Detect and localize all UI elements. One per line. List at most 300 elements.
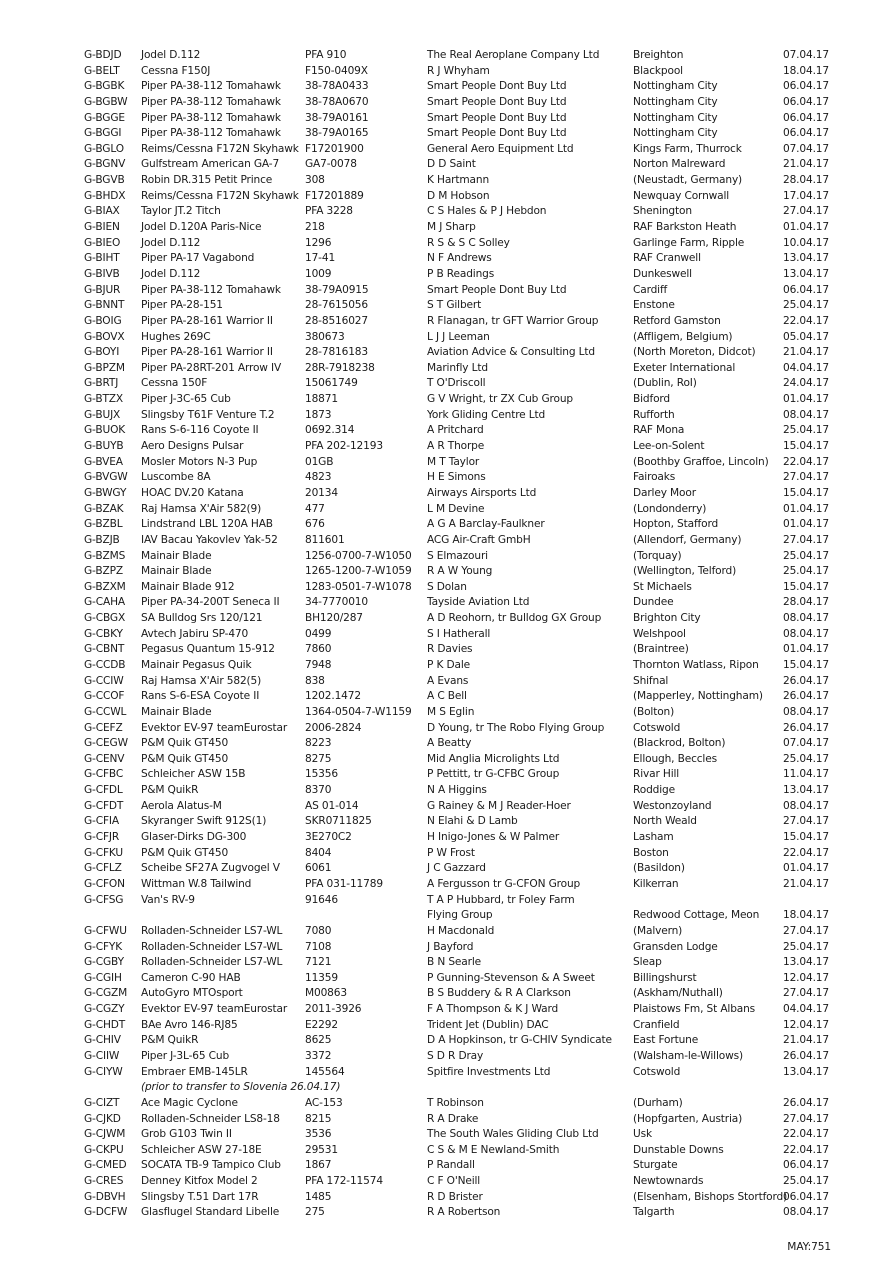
registration-cell: G-BIHT — [84, 252, 120, 265]
location-cell: Thornton Watlass, Ripon — [633, 658, 759, 671]
location-cell: (Affligem, Belgium) — [633, 330, 733, 343]
owner-cell: P Gunning-Stevenson & A Sweet — [427, 971, 595, 984]
owner-cell: B S Buddery & R A Clarkson — [427, 987, 571, 1000]
aircraft-type-cell: Glaser-Dirks DG-300 — [141, 831, 247, 844]
owner-cell: R S & S C Solley — [427, 236, 510, 249]
serial-number-cell: 01GB — [305, 455, 334, 468]
aircraft-type-cell: P&M Quik GT450 — [141, 752, 229, 765]
date-cell: 07.04.17 — [783, 142, 829, 155]
serial-number-cell: PFA 910 — [305, 49, 347, 61]
owner-cell: T A P Hubbard, tr Foley Farm — [427, 893, 575, 906]
date-cell: 06.04.17 — [783, 1190, 829, 1203]
location-cell: Cotswold — [633, 721, 681, 734]
table-row — [84, 517, 844, 533]
table-row — [84, 893, 844, 909]
table-row — [84, 1002, 844, 1018]
date-cell: 26.04.17 — [783, 674, 829, 687]
table-row — [84, 642, 844, 658]
date-cell: 04.04.17 — [783, 361, 829, 374]
registration-cell: G-CGBY — [84, 956, 124, 969]
date-cell: 25.04.17 — [783, 299, 829, 312]
location-cell: (Hopfgarten, Austria) — [633, 1112, 743, 1125]
aircraft-type-cell: Rans S-6-116 Coyote II — [141, 424, 259, 437]
location-cell: Bidford — [633, 393, 670, 406]
table-row — [84, 549, 844, 565]
owner-cell: The South Wales Gliding Club Ltd — [427, 1128, 599, 1141]
location-cell: Shenington — [633, 205, 692, 218]
location-cell: Nottingham City — [633, 95, 718, 108]
table-row — [84, 736, 844, 752]
date-cell: 21.04.17 — [783, 1034, 829, 1047]
location-cell: (Wellington, Telford) — [633, 565, 737, 578]
registration-cell: G-CCIW — [84, 674, 124, 687]
serial-number-cell: 380673 — [305, 330, 345, 343]
location-cell: (Braintree) — [633, 643, 689, 656]
serial-number-cell: M00863 — [305, 987, 347, 1000]
location-cell: Newtownards — [633, 1175, 704, 1188]
owner-cell: D D Saint — [427, 158, 476, 171]
owner-cell: General Aero Equipment Ltd — [427, 142, 574, 155]
serial-number-cell: 4823 — [305, 471, 332, 484]
table-row — [84, 533, 844, 549]
owner-cell: Smart People Dont Buy Ltd — [427, 95, 567, 108]
serial-number-cell: 1364-0504-7-W1159 — [305, 705, 412, 718]
aircraft-type-cell: Cameron C-90 HAB — [141, 971, 241, 984]
registration-cell: G-DCFW — [84, 1206, 128, 1219]
serial-number-cell: 3372 — [305, 1050, 332, 1062]
aircraft-type-cell: Slingsby T.51 Dart 17R — [141, 1190, 259, 1203]
owner-cell: R A Drake — [427, 1112, 479, 1125]
table-row — [84, 126, 844, 142]
registration-cell: G-BUJX — [84, 408, 121, 421]
registration-cell: G-BZBL — [84, 518, 123, 531]
registration-cell: G-BUOK — [84, 424, 126, 437]
location-cell: Dundee — [633, 596, 674, 609]
serial-number-cell: 38-79A0915 — [305, 283, 369, 296]
owner-cell: Smart People Dont Buy Ltd — [427, 80, 567, 93]
aircraft-type-cell: Wittman W.8 Tailwind — [141, 877, 252, 890]
date-cell: 06.04.17 — [783, 283, 829, 296]
registration-cell: G-BPZM — [84, 361, 125, 374]
location-cell: Dunstable Downs — [633, 1143, 724, 1156]
aircraft-type-cell: Piper PA-28-161 Warrior II — [141, 314, 273, 327]
registration-cell: G-BGBW — [84, 95, 128, 108]
table-row — [84, 940, 844, 956]
row-note: (prior to transfer to Slovenia 26.04.17) — [141, 1081, 341, 1094]
aircraft-type-cell: Piper J-3C-65 Cub — [141, 393, 231, 406]
aircraft-type-cell: Skyranger Swift 912S(1) — [141, 815, 267, 828]
registration-cell: G-CFLZ — [84, 862, 122, 875]
serial-number-cell: 1296 — [305, 236, 332, 249]
owner-cell: P W Frost — [427, 846, 475, 859]
location-cell: Usk — [633, 1128, 652, 1141]
serial-number-cell: E2292 — [305, 1018, 338, 1031]
serial-number-cell: PFA 031-11789 — [305, 877, 383, 890]
registration-cell: G-BHDX — [84, 189, 126, 202]
date-cell: 22.04.17 — [783, 1128, 829, 1141]
serial-number-cell: 8215 — [305, 1112, 332, 1125]
owner-cell: G Rainey & M J Reader-Hoer — [427, 799, 571, 812]
registration-cell: G-CGZY — [84, 1003, 125, 1016]
date-cell: 13.04.17 — [783, 267, 829, 280]
aircraft-type-cell: Rolladen-Schneider LS8-18 — [141, 1112, 280, 1125]
aircraft-type-cell: SOCATA TB-9 Tampico Club — [141, 1159, 281, 1172]
owner-cell: D Young, tr The Robo Flying Group — [427, 721, 605, 734]
date-cell: 25.04.17 — [783, 1175, 829, 1188]
table-row — [84, 189, 844, 205]
serial-number-cell: PFA 202-12193 — [305, 440, 383, 453]
registration-cell: G-BGVB — [84, 174, 125, 187]
location-cell: Redwood Cottage, Meon — [633, 909, 760, 922]
aircraft-type-cell: P&M Quik GT450 — [141, 737, 229, 750]
date-cell: 26.04.17 — [783, 721, 829, 734]
date-cell: 01.04.17 — [783, 502, 829, 515]
owner-cell: York Gliding Centre Ltd — [427, 408, 546, 421]
location-cell: (Blackrod, Bolton) — [633, 737, 726, 750]
aircraft-type-cell: Piper PA-34-200T Seneca II — [141, 596, 280, 609]
location-cell: Retford Gamston — [633, 314, 721, 327]
aircraft-type-cell: Piper PA-38-112 Tomahawk — [141, 127, 281, 140]
location-cell: Welshpool — [633, 627, 686, 640]
aircraft-type-cell: Aerola Alatus-M — [141, 799, 222, 812]
table-row — [84, 392, 844, 408]
aircraft-type-cell: Rolladen-Schneider LS7-WL — [141, 956, 283, 969]
aircraft-type-cell: Mosler Motors N-3 Pup — [141, 455, 258, 468]
table-row — [84, 814, 844, 830]
owner-cell: C F O'Neill — [427, 1175, 481, 1188]
register-table — [84, 48, 844, 1221]
owner-cell: Marinfly Ltd — [427, 361, 488, 374]
location-cell: Brighton City — [633, 612, 701, 625]
aircraft-type-cell: Mainair Blade — [141, 549, 212, 562]
aircraft-type-cell: Jodel D.120A Paris-Nice — [141, 221, 262, 234]
owner-cell: H Inigo-Jones & W Palmer — [427, 831, 560, 844]
location-cell: Boston — [633, 846, 669, 859]
owner-cell: F A Thompson & K J Ward — [427, 1003, 559, 1016]
table-row — [84, 611, 844, 627]
table-row — [84, 1143, 844, 1159]
aircraft-type-cell: Piper PA-28-151 — [141, 299, 223, 312]
date-cell: 22.04.17 — [783, 846, 829, 859]
table-row — [84, 298, 844, 314]
serial-number-cell: 145564 — [305, 1065, 345, 1078]
aircraft-type-cell: Cessna 150F — [141, 377, 208, 390]
date-cell: 28.04.17 — [783, 596, 829, 609]
serial-number-cell: 1873 — [305, 408, 332, 421]
table-row — [84, 986, 844, 1002]
date-cell: 15.04.17 — [783, 580, 829, 593]
owner-cell: S Dolan — [427, 580, 467, 593]
date-cell: 18.04.17 — [783, 909, 829, 922]
location-cell: Cranfield — [633, 1018, 680, 1031]
table-row — [84, 627, 844, 643]
registration-cell: G-BZMS — [84, 549, 126, 562]
date-cell: 25.04.17 — [783, 549, 829, 562]
table-row — [84, 1018, 844, 1034]
location-cell: Rivar Hill — [633, 768, 680, 781]
owner-cell: P Randall — [427, 1159, 475, 1172]
registration-cell: G-BGNV — [84, 158, 126, 171]
location-cell: Gransden Lodge — [633, 940, 718, 953]
date-cell: 06.04.17 — [783, 95, 829, 108]
aircraft-type-cell: Lindstrand LBL 120A HAB — [141, 518, 273, 531]
date-cell: 07.04.17 — [783, 49, 829, 61]
location-cell: Kilkerran — [633, 877, 679, 890]
owner-cell: G V Wright, tr ZX Cub Group — [427, 393, 573, 406]
registration-cell: G-CFIA — [84, 815, 119, 828]
serial-number-cell: 11359 — [305, 971, 338, 984]
serial-number-cell: 218 — [305, 221, 325, 234]
date-cell: 27.04.17 — [783, 533, 829, 546]
serial-number-cell: 1202.1472 — [305, 690, 361, 703]
aircraft-type-cell: Rolladen-Schneider LS7-WL — [141, 940, 283, 953]
date-cell: 18.04.17 — [783, 64, 829, 77]
owner-cell: Airways Airsports Ltd — [427, 486, 537, 499]
serial-number-cell: 8223 — [305, 737, 332, 750]
registration-cell: G-BGBK — [84, 80, 125, 93]
table-row — [84, 799, 844, 815]
aircraft-type-cell: P&M Quik GT450 — [141, 846, 229, 859]
location-cell: Sleap — [633, 956, 662, 969]
serial-number-cell: AS 01-014 — [305, 799, 359, 812]
table-row — [84, 689, 844, 705]
serial-number-cell: BH120/287 — [305, 612, 363, 625]
owner-cell: N A Higgins — [427, 784, 487, 797]
serial-number-cell: 91646 — [305, 893, 338, 906]
table-row — [84, 1205, 844, 1221]
aircraft-type-cell: Evektor EV-97 teamEurostar — [141, 721, 288, 734]
registration-cell: G-CMED — [84, 1159, 127, 1172]
registration-cell: G-CKPU — [84, 1143, 124, 1156]
registration-cell: G-CCWL — [84, 705, 127, 718]
serial-number-cell: 6061 — [305, 862, 332, 875]
table-row — [84, 142, 844, 158]
owner-cell: A Pritchard — [427, 424, 484, 437]
serial-number-cell: 8404 — [305, 846, 332, 859]
serial-number-cell: 811601 — [305, 533, 345, 546]
date-cell: 22.04.17 — [783, 455, 829, 468]
table-row — [84, 408, 844, 424]
registration-cell: G-BIEO — [84, 236, 121, 249]
date-cell: 17.04.17 — [783, 189, 829, 202]
owner-cell: Mid Anglia Microlights Ltd — [427, 752, 560, 765]
aircraft-type-cell: Avtech Jabiru SP-470 — [141, 627, 249, 640]
aircraft-type-cell: Piper PA-17 Vagabond — [141, 252, 255, 265]
owner-cell: Aviation Advice & Consulting Ltd — [427, 346, 595, 359]
registration-cell: G-BRTJ — [84, 377, 119, 390]
owner-cell: Trident Jet (Dublin) DAC — [427, 1018, 549, 1031]
date-cell: 08.04.17 — [783, 408, 829, 421]
aircraft-type-cell: Jodel D.112 — [141, 236, 201, 249]
registration-cell: G-CBGX — [84, 612, 126, 625]
table-row — [84, 1190, 844, 1206]
date-cell: 15.04.17 — [783, 486, 829, 499]
aircraft-type-cell: P&M QuikR — [141, 784, 199, 797]
owner-cell: R A W Young — [427, 565, 493, 578]
table-row — [84, 423, 844, 439]
location-cell: North Weald — [633, 815, 697, 828]
table-row — [84, 330, 844, 346]
registration-cell: G-CFBC — [84, 768, 124, 781]
location-cell: (Elsenham, Bishops Stortford) — [633, 1190, 788, 1203]
aircraft-type-cell: P&M QuikR — [141, 1034, 199, 1047]
table-row — [84, 345, 844, 361]
date-cell: 13.04.17 — [783, 252, 829, 265]
date-cell: 13.04.17 — [783, 784, 829, 797]
table-row — [84, 486, 844, 502]
owner-cell: A Beatty — [427, 737, 472, 750]
registration-cell: G-BJUR — [84, 283, 121, 296]
location-cell: Fairoaks — [633, 471, 676, 484]
date-cell: 01.04.17 — [783, 643, 829, 656]
table-row — [84, 251, 844, 267]
serial-number-cell: 15061749 — [305, 377, 358, 390]
registration-cell: G-BIAX — [84, 205, 120, 218]
registration-cell: G-CBNT — [84, 643, 125, 656]
date-cell: 26.04.17 — [783, 1096, 829, 1109]
date-cell: 28.04.17 — [783, 174, 829, 187]
owner-cell: Spitfire Investments Ltd — [427, 1065, 551, 1078]
date-cell: 27.04.17 — [783, 924, 829, 937]
registration-cell: G-CFSG — [84, 893, 124, 906]
aircraft-type-cell: Cessna F150J — [141, 64, 211, 77]
registration-cell: G-CFKU — [84, 846, 124, 859]
location-cell: (Malvern) — [633, 924, 683, 937]
date-cell: 26.04.17 — [783, 690, 829, 703]
aircraft-type-cell: Mainair Blade — [141, 565, 212, 578]
date-cell: 25.04.17 — [783, 565, 829, 578]
date-cell: 22.04.17 — [783, 314, 829, 327]
aircraft-type-cell: Slingsby T61F Venture T.2 — [141, 408, 275, 421]
registration-cell: G-BIVB — [84, 267, 120, 280]
registration-cell: G-CEFZ — [84, 721, 123, 734]
serial-number-cell: 1485 — [305, 1190, 332, 1203]
owner-cell: C S & M E Newland-Smith — [427, 1143, 560, 1156]
serial-number-cell: 676 — [305, 518, 325, 531]
owner-cell: R D Brister — [427, 1190, 483, 1203]
serial-number-cell: SKR0711825 — [305, 815, 372, 828]
date-cell: 21.04.17 — [783, 877, 829, 890]
owner-cell: Smart People Dont Buy Ltd — [427, 283, 567, 296]
location-cell: Cardiff — [633, 283, 668, 296]
date-cell: 25.04.17 — [783, 424, 829, 437]
registration-cell: G-CFJR — [84, 831, 120, 844]
aircraft-type-cell: Jodel D.112 — [141, 267, 201, 280]
table-row — [84, 830, 844, 846]
owner-cell: R A Robertson — [427, 1206, 501, 1219]
table-row — [84, 267, 844, 283]
table-row — [84, 95, 844, 111]
serial-number-cell: 2011-3926 — [305, 1003, 362, 1016]
aircraft-type-cell: Rans S-6-ESA Coyote II — [141, 690, 260, 703]
location-cell: Lasham — [633, 831, 674, 844]
serial-number-cell: 1265-1200-7-W1059 — [305, 565, 412, 578]
aircraft-type-cell: Van's RV-9 — [141, 893, 195, 906]
location-cell: (Walsham-le-Willows) — [633, 1050, 743, 1062]
registration-cell: G-CFYK — [84, 940, 123, 953]
serial-number-cell: 20134 — [305, 486, 338, 499]
date-cell: 12.04.17 — [783, 1018, 829, 1031]
location-cell: Lee-on-Solent — [633, 440, 705, 453]
table-row — [84, 173, 844, 189]
aircraft-type-cell: Schleicher ASW 27-18E — [141, 1143, 262, 1156]
aircraft-type-cell: SA Bulldog Srs 120/121 — [141, 612, 263, 625]
table-row — [84, 455, 844, 471]
owner-cell: N Elahi & D Lamb — [427, 815, 518, 828]
owner-cell: L J J Leeman — [427, 330, 490, 343]
registration-cell: G-CJKD — [84, 1112, 121, 1125]
table-row — [84, 955, 844, 971]
serial-number-cell: 38-79A0161 — [305, 111, 369, 124]
serial-number-cell: PFA 3228 — [305, 205, 353, 218]
serial-number-cell: 7121 — [305, 956, 332, 969]
serial-number-cell: 1283-0501-7-W1078 — [305, 580, 412, 593]
location-cell: (Basildon) — [633, 862, 685, 875]
location-cell: St Michaels — [633, 580, 692, 593]
aircraft-type-cell: Piper J-3L-65 Cub — [141, 1050, 230, 1062]
serial-number-cell: 308 — [305, 174, 325, 187]
registration-cell: G-CEGW — [84, 737, 128, 750]
table-row — [84, 236, 844, 252]
table-row — [84, 908, 844, 924]
table-row — [84, 48, 844, 64]
location-cell: Dunkeswell — [633, 267, 692, 280]
location-cell: Cotswold — [633, 1065, 681, 1078]
owner-cell: J C Gazzard — [427, 862, 486, 875]
date-cell: 27.04.17 — [783, 815, 829, 828]
location-cell: (Mapperley, Nottingham) — [633, 690, 763, 703]
serial-number-cell: 8370 — [305, 784, 332, 797]
aircraft-type-cell: Piper PA-28RT-201 Arrow IV — [141, 361, 282, 374]
table-row — [84, 361, 844, 377]
serial-number-cell: 34-7770010 — [305, 596, 368, 609]
aircraft-type-cell: Piper PA-38-112 Tomahawk — [141, 80, 281, 93]
registration-cell: G-BELT — [84, 64, 120, 77]
serial-number-cell: 28-7816183 — [305, 346, 368, 359]
serial-number-cell: 275 — [305, 1206, 325, 1219]
table-row — [84, 846, 844, 862]
date-cell: 01.04.17 — [783, 862, 829, 875]
date-cell: 08.04.17 — [783, 627, 829, 640]
location-cell: Enstone — [633, 299, 675, 312]
table-row — [84, 502, 844, 518]
aircraft-type-cell: Robin DR.315 Petit Prince — [141, 174, 273, 187]
aircraft-type-cell: Gulfstream American GA-7 — [141, 158, 280, 171]
date-cell: 27.04.17 — [783, 987, 829, 1000]
location-cell: Roddige — [633, 784, 675, 797]
serial-number-cell: 8275 — [305, 752, 332, 765]
serial-number-cell: 1009 — [305, 267, 332, 280]
date-cell: 27.04.17 — [783, 471, 829, 484]
owner-cell: A Fergusson tr G-CFON Group — [427, 877, 581, 890]
location-cell: Ellough, Beccles — [633, 752, 717, 765]
table-row — [84, 376, 844, 392]
owner-cell: B N Searle — [427, 956, 481, 969]
table-row — [84, 1049, 844, 1065]
table-row — [84, 314, 844, 330]
owner-cell: M J Sharp — [427, 221, 476, 234]
registration-cell: G-BGGE — [84, 111, 125, 124]
aircraft-type-cell: Rolladen-Schneider LS7-WL — [141, 924, 283, 937]
date-cell: 12.04.17 — [783, 971, 829, 984]
registration-cell: G-CJWM — [84, 1128, 126, 1141]
table-row — [84, 1112, 844, 1128]
owner-cell: Flying Group — [427, 909, 493, 922]
location-cell: Plaistows Fm, St Albans — [633, 1003, 756, 1016]
table-row — [84, 924, 844, 940]
aircraft-type-cell: Mainair Blade 912 — [141, 580, 235, 593]
aircraft-type-cell: Embraer EMB-145LR — [141, 1065, 248, 1078]
